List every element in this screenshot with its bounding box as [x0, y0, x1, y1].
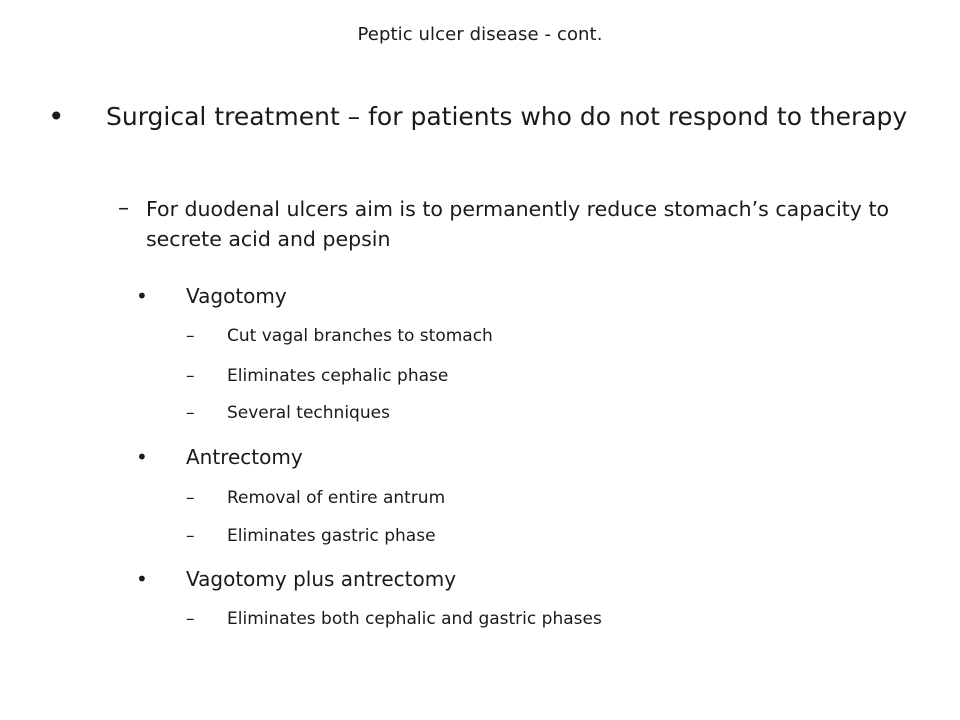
bullet-text: Vagotomy plus antrectomy	[186, 567, 457, 591]
dash-marker: –	[118, 196, 129, 221]
bullet-item-surgical-treatment	[0, 99, 960, 171]
bullet-marker: •	[48, 100, 65, 133]
bullet-item-antrectomy	[0, 443, 960, 471]
bullet-text: Surgical treatment – for patients who do not respond to therapy	[106, 102, 908, 131]
bullet-text: Vagotomy	[186, 284, 287, 308]
dash-marker: –	[186, 526, 195, 546]
bullet-item-vagotomy	[0, 282, 960, 310]
sub-item-text: Eliminates both cephalic and gastric phases	[227, 609, 602, 629]
sub-item-text: For duodenal ulcers aim is to permanently reduce stomach’s capacity to secrete acid and pepsin	[146, 197, 890, 251]
sub-item-eliminates-both	[0, 607, 960, 631]
sub-item-duodenal-ulcers	[0, 194, 960, 254]
sub-item-eliminates-cephalic	[0, 364, 960, 388]
sub-item-eliminates-gastric	[0, 524, 960, 548]
bullet-marker: •	[136, 445, 148, 469]
sub-item-text: Eliminates gastric phase	[227, 526, 436, 546]
sub-item-text: Eliminates cephalic phase	[227, 366, 449, 386]
dash-marker: –	[186, 366, 195, 386]
dash-marker: –	[186, 609, 195, 629]
sub-item-text: Several techniques	[227, 403, 390, 423]
sub-item-removal-antrum	[0, 486, 960, 510]
dash-marker: –	[186, 488, 195, 508]
sub-item-cut-vagal-branches	[0, 324, 960, 348]
dash-marker: –	[186, 403, 195, 423]
sub-item-text: Cut vagal branches to stomach	[227, 326, 493, 346]
bullet-marker: •	[136, 567, 148, 591]
sub-item-text: Removal of entire antrum	[227, 488, 446, 508]
slide-title: Peptic ulcer disease - cont.	[357, 24, 603, 45]
bullet-text: Antrectomy	[186, 445, 303, 469]
dash-marker: –	[186, 326, 195, 346]
bullet-item-vagotomy-plus-antrectomy	[0, 565, 960, 593]
sub-item-several-techniques	[0, 401, 960, 425]
bullet-marker: •	[136, 284, 148, 308]
